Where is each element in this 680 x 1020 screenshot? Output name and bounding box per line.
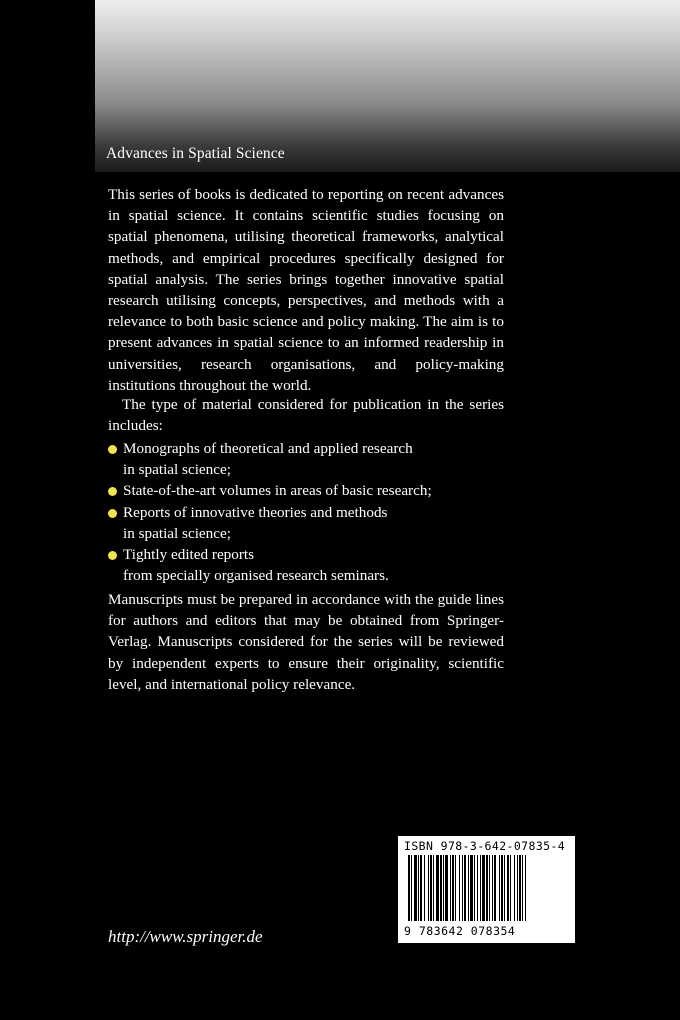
bullet-dot-icon xyxy=(108,551,117,560)
barcode-bar xyxy=(440,855,442,921)
barcode-bar xyxy=(470,855,473,921)
barcode-bar xyxy=(430,855,432,921)
bullet-dot-icon xyxy=(108,509,117,518)
barcode-bar xyxy=(494,855,496,921)
series-title: Advances in Spatial Science xyxy=(106,145,285,162)
barcode-bar xyxy=(474,855,475,921)
barcode-bar xyxy=(522,855,523,921)
barcode-bar xyxy=(480,855,481,921)
barcode-bar xyxy=(504,855,505,921)
barcode-bar xyxy=(450,855,451,921)
list-item xyxy=(108,438,508,480)
list-item xyxy=(108,544,508,586)
barcode-bar xyxy=(414,855,417,921)
barcode-bar xyxy=(519,855,521,921)
isbn-barcode xyxy=(398,836,575,943)
bullet-dot-icon xyxy=(108,445,117,454)
bullet-dot-icon xyxy=(108,487,117,496)
barcode-bar xyxy=(459,855,460,921)
barcode-bar xyxy=(420,855,422,921)
book-spine-area xyxy=(0,0,95,1020)
barcode-bar xyxy=(514,855,515,921)
list-item-line: from specially organised research seminars. xyxy=(123,567,389,585)
barcode-bar xyxy=(462,855,463,921)
barcode-bar xyxy=(464,855,466,921)
list-item-line: in spatial science; xyxy=(123,461,231,479)
isbn-label: ISBN 978-3-642-07835-4 xyxy=(404,839,566,853)
barcode-bar xyxy=(408,855,410,921)
barcode-bar xyxy=(424,855,425,921)
barcode-bar xyxy=(477,855,478,921)
barcode-bar xyxy=(418,855,419,921)
list-item-line: Tightly edited reports xyxy=(123,546,255,564)
material-types-list xyxy=(108,438,508,586)
barcode-bar xyxy=(501,855,503,921)
list-item-line: Reports of innovative theories and methods xyxy=(123,503,388,521)
barcode-bar xyxy=(411,855,412,921)
list-item xyxy=(108,480,508,501)
barcode-bar xyxy=(482,855,485,921)
barcode-bar xyxy=(443,855,444,921)
barcode-bar xyxy=(468,855,469,921)
barcode-bar xyxy=(486,855,488,921)
list-item xyxy=(108,502,508,544)
barcode-bar xyxy=(510,855,511,921)
barcode-bar xyxy=(517,855,518,921)
list-item-line: in spatial science; xyxy=(123,524,231,542)
barcode-bar xyxy=(499,855,500,921)
barcode-bar xyxy=(433,855,434,921)
barcode-bar xyxy=(525,855,526,921)
barcode-bar xyxy=(492,855,493,921)
list-item-line: State-of-the-art volumes in areas of basic research; xyxy=(123,482,432,500)
barcode-bar xyxy=(445,855,448,921)
barcode-bars-icon xyxy=(406,855,567,923)
list-item-line: Monographs of theoretical and applied research xyxy=(123,440,413,457)
manuscript-guidelines-paragraph: Manuscripts must be prepared in accordance with the guide lines for authors and editors that may be obtained from Springer-Verlag. Manuscripts considered for the series will be reviewed by independent experts to ensure their originality, scientific level, and international policy relevance. xyxy=(108,591,504,693)
series-description-paragraph: This series of books is dedicated to reporting on recent advances in spatial science. It contains scientific studies focusing on spatial phenomena, utilising theoretical frameworks, analytical methods, and empirical procedures specifically designed for spatial analysis. The series brings together innovative spatial research utilising concepts, perspectives, and methods with a relevance to both basic science and policy making. The aim is to present advances in spatial science to an informed readership in universities, research organisations, and policy-making institutions throughout the world. xyxy=(108,186,504,394)
barcode-bar xyxy=(452,855,454,921)
barcode-bar xyxy=(428,855,429,921)
barcode-number: 9 783642 078354 xyxy=(404,924,516,938)
material-types-intro: The type of material considered for publication in the series includes: xyxy=(108,396,504,435)
barcode-bar xyxy=(436,855,439,921)
barcode-bar xyxy=(489,855,490,921)
publisher-url: http://www.springer.de xyxy=(108,927,263,946)
barcode-bar xyxy=(507,855,509,921)
barcode-bar xyxy=(455,855,456,921)
